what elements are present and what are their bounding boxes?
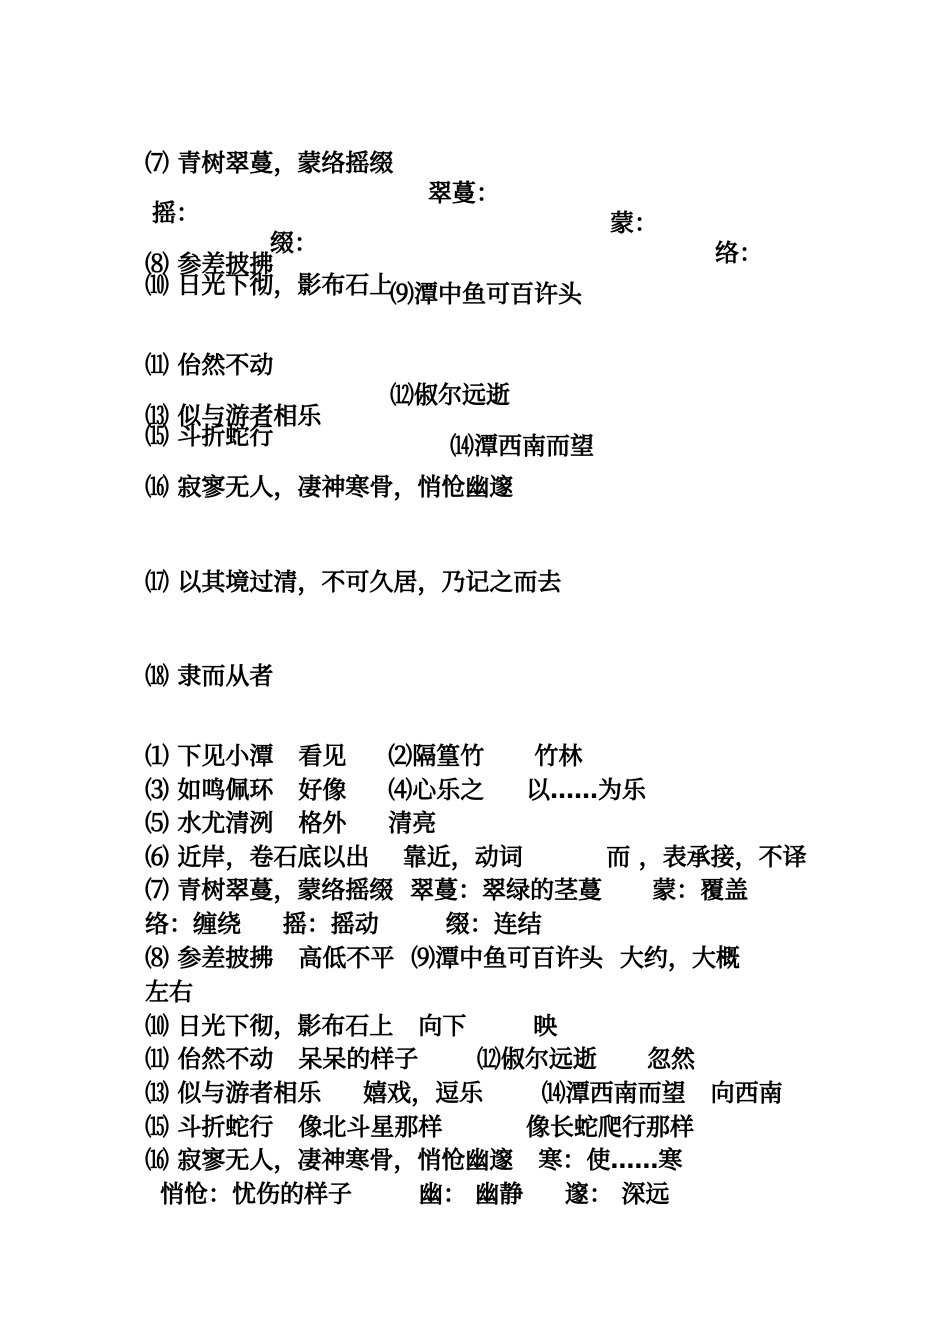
answer-1-2-line: ⑴ 下见小潭 看见 ⑵隔篁竹 竹林 xyxy=(145,742,583,770)
question-17-line: ⒄ 以其境过清，不可久居，乃记之而去 xyxy=(145,568,562,596)
question-9-text: ⑼潭中鱼可百许头 xyxy=(390,280,582,308)
question-16-line: ⒃ 寂寥无人，凄神寒骨，悄怆幽邃 xyxy=(145,473,514,501)
answer-11-12-line: ⑾ 佁然不动 呆呆的样子 ⑿俶尔远逝 忽然 xyxy=(145,1045,696,1073)
answer-15-line: ⒂ 斗折蛇行 像北斗星那样 像长蛇爬行那样 xyxy=(145,1113,694,1141)
question-15-line: ⒂ 斗折蛇行 xyxy=(145,422,274,450)
question-7-text: ⑺ 青树翠蔓，蒙络摇缀 xyxy=(145,149,394,177)
question-11-text: ⑾ 佁然不动 xyxy=(145,351,274,379)
answer-6-line: ⑹ 近岸，卷石底以出 靠近，动词 而 ，表承接，不译 xyxy=(145,843,807,871)
answer-10-line: ⑽ 日光下彻，影布石上 向下 映 xyxy=(145,1012,558,1040)
question-7-zhui-label: 缀： xyxy=(270,229,318,257)
answer-16-line: ⒃ 寂寥无人，凄神寒骨，悄怆幽邃 寒：使……寒 xyxy=(145,1146,683,1174)
question-7-luo-label: 络： xyxy=(715,239,763,267)
answer-8-9-line-2: 左右 xyxy=(145,978,193,1006)
answer-16-line-2: 悄怆：忧伤的样子 幽： 幽静 邃： 深远 xyxy=(160,1180,670,1208)
question-7-cuiman-label: 翠蔓： xyxy=(428,179,500,207)
question-14-text: ⒁潭西南而望 xyxy=(450,432,594,460)
answer-7-line-2: 络：缠绕 摇：摇动 缀：连结 xyxy=(145,910,542,938)
answer-8-9-line: ⑻ 参差披拂 高低不平 ⑼潭中鱼可百许头 大约，大概 xyxy=(145,944,740,972)
question-18-line: ⒅ 隶而从者 xyxy=(145,662,274,690)
answer-7-line: ⑺ 青树翠蔓，蒙络摇缀 翠蔓：翠绿的茎蔓 蒙：覆盖 xyxy=(145,876,749,904)
question-8-text: ⑻ 参差披拂 xyxy=(145,250,274,278)
answer-5-line: ⑸ 水尤清洌 格外 清亮 xyxy=(145,809,437,837)
question-12-text: ⑿俶尔远逝 xyxy=(390,381,510,409)
question-13-text: ⒀ 似与游者相乐 xyxy=(145,402,322,430)
question-7-meng-label: 蒙： xyxy=(610,209,658,237)
answer-13-14-line: ⒀ 似与游者相乐 嬉戏，逗乐 ⒁潭西南而望 向西南 xyxy=(145,1079,783,1107)
question-10-line: ⑽ 日光下彻，影布石上 xyxy=(145,271,394,299)
answer-3-4-line: ⑶ 如鸣佩环 好像 ⑷心乐之 以……为乐 xyxy=(145,776,646,804)
question-7-yao-label: 摇： xyxy=(152,199,200,227)
